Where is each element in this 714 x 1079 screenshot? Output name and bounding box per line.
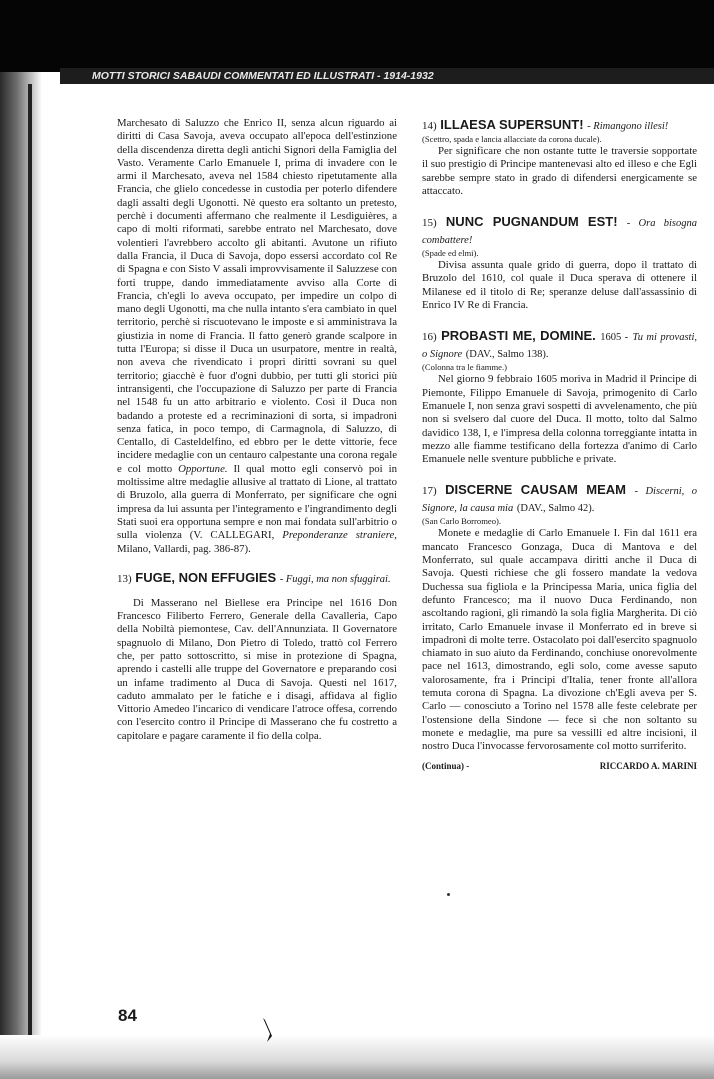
motto-reference: (DAV., Salmo 138). (465, 349, 549, 361)
motto-date: 1605 - (600, 332, 629, 344)
body-paragraph: Monete e medaglie di Carlo Emanuele I. Fin dal 1611 era mancato Francesco Gonzaga, Duca di Mantova e del Monferrato, sul quale accampava diritti anche il Duca di Savoja. Questi richiese che gli fossero mandate la vedova Duchessa sua figliola e la Principessa Maria, unica figlia del defunto Francesco; ma il nuovo Duca Ferdinando, non ascoltando ragioni, gli rimandò la sola figlia Margherita. Di ciò irritato, Carlo Emanuele invase il Monferrato ed in breve si impadronì di molte terre. Ostacolato poi dall'esercito spagnuolo chiamato in suo aiuto da Ferdinando, conchiuse onorevolmente pace nel 1613, dimostrando, egli solo, come avesse saputo valorosamente, fra i Principi d'Italia, tener fronte all'allora temuta corona di Spagna. La divozione ch'Egli aveva per S. Carlo — conosciuto a Torino nel 1578 alle feste celebrate per l'ostensione della Sindone — fece sì che non soltanto su monete e medaglie, ma pure sa vessilli ed altre incisioni, il nostro Duca l'invocasse fervorosamente col motto surriferito. (422, 527, 697, 753)
motto-heading-14 (422, 117, 697, 134)
bottom-shadow (0, 1035, 714, 1079)
motto-heading-16 (422, 328, 697, 362)
page-number: 84 (118, 1006, 137, 1025)
motto-title: ILLAESA SUPERSUNT! (440, 117, 584, 132)
top-dark-band (0, 0, 714, 72)
motto-gloss: - Ora bisogna combattere! (422, 218, 697, 247)
motto-number: 13) (117, 572, 132, 585)
motto-note: (Spade ed elmi). (422, 248, 479, 259)
body-paragraph: Nel giorno 9 febbraio 1605 moriva in Madrid il Principe di Piemonte, Filippo Emanuele di Savoja, primogenito di Carlo Emanuele I, non senza gravi sospetti di avvelenamento, che più non si svelsero dal cuore del Duca. Il motto, tolto dal Salmo davidico 138, I, e l'impresa della colonna torreggiante intatta in mezzo alle fiamme testificano della fortezza d'animo di Carlo Emanuele nelle sventure pubbliche e private. (422, 373, 697, 466)
work-title: Preponderanze straniere, (282, 529, 397, 542)
paragraph-text: Il qual motto egli conservò poi in moltissime altre medaglie allusive al trattato di Lione, al trattato di Bruzolo, alla guerra di Monferrato, per significare che ogni impresa da lui assunta per l'integramento e l'ingrandimento degli Stati suoi era opportuna sempre e non mai fondata sull'arbitrio o sulla violenza (V. (117, 462, 398, 542)
motto-note: (Colonna tra le fiamme.) (422, 362, 507, 373)
motto-gloss: - Fuggi, ma non sfuggirai. (279, 573, 391, 585)
binding-spine (28, 84, 32, 1079)
pen-mark (260, 1016, 276, 1044)
right-column (422, 117, 697, 773)
motto-heading-17 (422, 482, 697, 516)
motto-gloss: - Rimangono illesi! (587, 121, 669, 132)
left-column (117, 117, 397, 743)
motto-number: 14) (422, 120, 437, 132)
motto-title: DISCERNE CAUSAM MEAM (445, 482, 627, 498)
motto-number: 16) (422, 331, 437, 344)
motto-reference: (DAV., Salmo 42). (516, 503, 595, 515)
continues-note: (Continua) - (422, 760, 470, 771)
paragraph-text: Marchesato di Saluzzo che Enrico II, senza alcun riguardo ai diritti di Casa Savoja, aveva occupato all'epoca dell'estinzione della discendenza diretta degli antichi Signori della Famiglia del Vasto. Veramente Carlo Emanuele I, prima di invadere con le armi il Marchesato, aveva nel 1584 chiesto ripetutamente alla Francia, che glielo concedesse in custodia per poterlo difendere dagli assalti degli Ugonotti. Nè questo era soltanto un pretesto, perchè i documenti affermano che realmente il Lesdiguières, a capo di molti riformati, sarebbe entrato nel Marchesato, dove volentieri l'avrebbero accolto gli abitanti. Avutone un rifiuto dalla Francia, il Duca di Savoja, dopo essersi accordato col Re di Spagna e con Sisto V assalì improvvisamente il Saluzzese con forti truppe, dando immediatamente avviso alla Corte di Francia, ch'egli lo aveva occupato, per impedire un colpo di mano degli Ugonotti, ma che nulla intanto s'era cambiato in quel territorio, perchè si riscuotevano le imposte e si amministrava la giustizia in nome di Francia. Il fatto generò grande scalpore in tutta l'Europa; si disse il Duca un usurpatore, mentre in realtà, non aveva che rivendicato i propri diritti sovrani su quel territorio; giacchè è fuor d'ogni dubbio, per tutti gli storici più intransigenti, che l'occupazione di Saluzzo per parte di Francia nel 1548 fu un atto arbitrario e violento. Così il Duca non badando a proteste ed a recriminazioni di sorta, si impadronì senza fatica, in poco tempo, di Carmagnola, di Saluzzo, di Centallo, di Casteldelfino, ed ebbro per le dette vittorie, fece incidere medaglie con un centauro calpestante una corona regale e col motto (117, 117, 397, 475)
motto-title: NUNC PUGNANDUM EST! (445, 214, 618, 230)
body-paragraph: Divisa assunta quale grido di guerra, dopo il trattato di Bruzolo del 1610, col quale il Duca sperava di ottenere il Milanese ed il titolo di Re; speranze deluse dall'assassinio di Enrico IV Re di Francia. (422, 259, 697, 312)
body-paragraph (117, 117, 397, 556)
body-paragraph: Di Masserano nel Biellese era Principe nel 1616 Don Francesco Filiberto Ferrero, Generale della Cavalleria, Capo della Nobiltà piemontese, Cav. dell'Annunziata. Il Governatore spagnuolo di Milano, Don Pietro di Toledo, trattò col Ferrero che, per patto sottoscritto, si mise in protezione di Spagna, aprendo i castelli alle truppe del Governatore e preparando così un infame tradimento al Duca di Savoja. Questi nel 1617, caduto ammalato per le fatiche e i disagi, affidava al figlio Vittorio Amedeo l'incarico di vendicare l'atroce offesa, correndo con l'esercito contro il Principe di Masserano che fu costretto a capitolare e pagare caramente il fio della colpa. (117, 596, 397, 742)
running-header: MOTTI STORICI SABAUDI COMMENTATI ED ILLUSTRATI - 1914-1932 (60, 68, 714, 84)
motto-inline: Opportune. (178, 462, 228, 475)
motto-title: FUGE, NON EFFUGIES (135, 569, 277, 585)
left-page-edge (0, 72, 42, 1079)
motto-number: 17) (422, 485, 437, 498)
ink-speck (447, 893, 450, 896)
author-ref: CALLEGARI, (210, 529, 275, 542)
motto-gloss: Tu mi provasti, o Signore (422, 332, 697, 361)
body-paragraph: Per significare che non ostante tutte le traversie sopportate il suo prestigio di Principe mantenevasi alto ed illeso e che Egli sarebbe sempre stato in grado di difendersi energicamente se attaccato. (422, 145, 697, 197)
motto-number: 15) (422, 217, 437, 230)
motto-gloss: - Discerni, o Signore, la causa mia (422, 486, 697, 515)
signature-row (422, 760, 697, 773)
motto-note: (Scettro, spada e lancia allacciate da corona ducale). (422, 134, 602, 144)
motto-heading-13 (117, 570, 397, 587)
author-signature: RICCARDO A. MARINI (599, 760, 697, 771)
motto-heading-15 (422, 214, 697, 248)
motto-title: PROBASTI ME, DOMINE. (441, 328, 596, 344)
paragraph-text: Milano, Vallardi, pag. 386-87). (117, 542, 251, 555)
motto-note: (San Carlo Borromeo). (422, 516, 501, 527)
